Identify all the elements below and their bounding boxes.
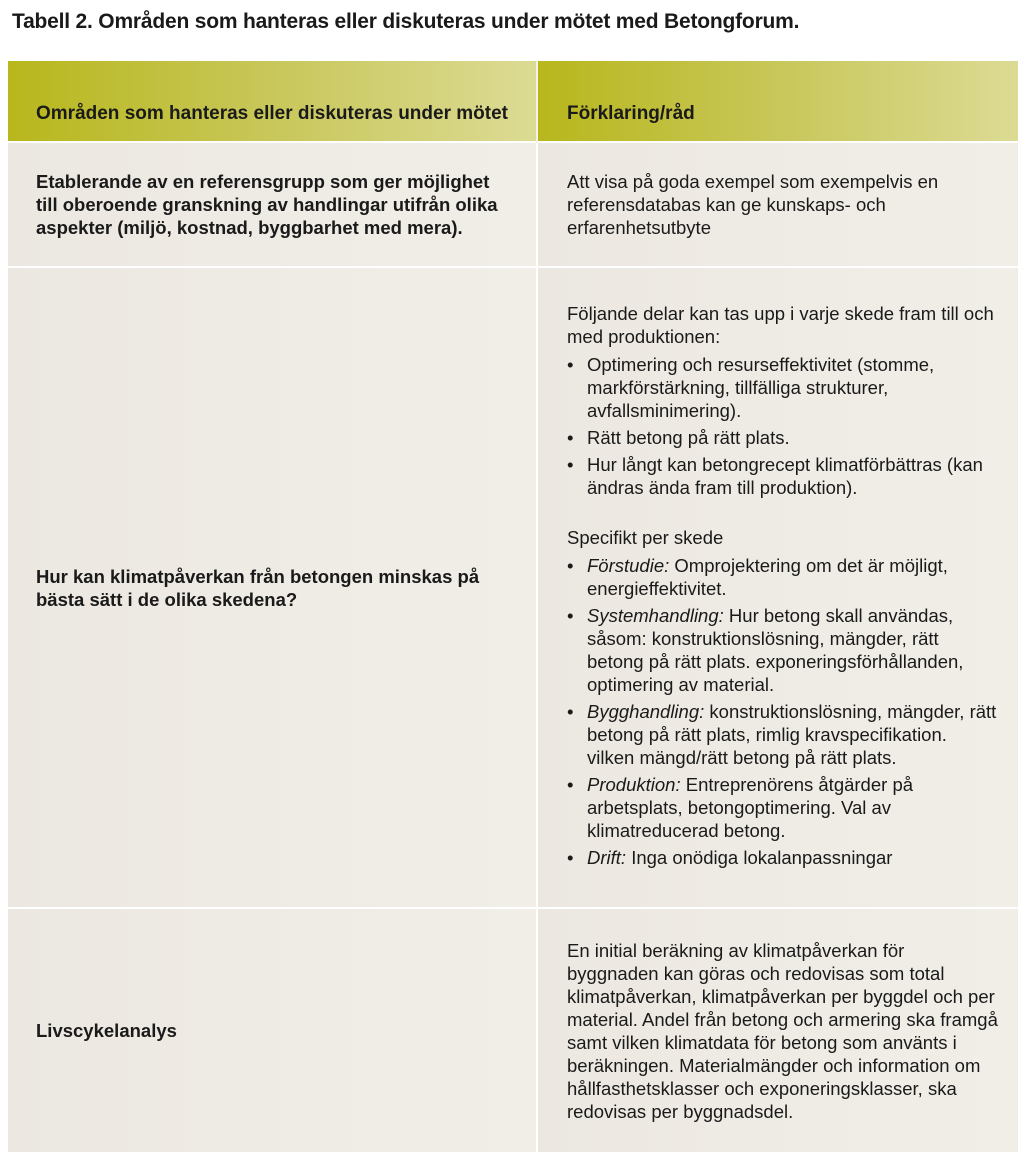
advice-cell: Att visa på goda exempel som exempelvis en referensdatabas kan ge kunskaps- och erfarenhetsutbyte <box>537 142 1018 267</box>
list-item <box>567 554 998 600</box>
stage-name: Bygghandling: <box>587 701 705 722</box>
area-cell: Livscykelanalys <box>8 908 537 1152</box>
stage-text: Entreprenörens åtgärder på arbetsplats, betongoptimering. Val av klimatreducerad betong. <box>587 774 914 841</box>
list-item <box>567 773 998 842</box>
list-item <box>567 846 998 869</box>
stage-name: Drift: <box>587 847 627 868</box>
stage-text: Omprojektering om det är möjligt, energieffektivitet. <box>587 555 948 599</box>
table-row <box>8 908 1018 1152</box>
per-stage-heading: Specifikt per skede <box>567 527 724 548</box>
area-cell: Hur kan klimatpåverkan från betongen minskas på bästa sätt i de olika skedena? <box>8 267 537 908</box>
stage-list <box>567 554 998 869</box>
advice-cell <box>537 267 1018 908</box>
table-caption: Tabell 2. Områden som hanteras eller diskuteras under mötet med Betongforum. <box>12 10 800 33</box>
stage-name: Systemhandling: <box>587 605 724 626</box>
header-advice: Förklaring/råd <box>537 61 1018 142</box>
list-item: • Optimering och resurseffektivitet (stomme, markförstärkning, tillfälliga strukturer, avfallsminimering). <box>567 353 998 422</box>
table-row <box>8 142 1018 267</box>
list-item <box>567 700 998 769</box>
areas-table <box>8 61 1018 1152</box>
list-item: • Hur långt kan betongrecept klimatförbättras (kan ändras ända fram till produktion). <box>567 453 998 499</box>
table-row <box>8 267 1018 908</box>
stage-text: Inga onödiga lokalanpassningar <box>626 847 893 868</box>
advice-intro: Följande delar kan tas upp i varje skede fram till och med produktionen: <box>567 303 994 347</box>
stage-name: Förstudie: <box>587 555 670 576</box>
list-item <box>567 604 998 696</box>
stage-text: konstruktionslösning, mängder, rätt betong på rätt plats, rimlig kravspecifikation. vilken mängd/rätt betong på rätt plats. <box>587 701 997 768</box>
advice-cell: En initial beräkning av klimatpåverkan för byggnaden kan göras och redovisas som total klimatpåverkan, klimatpåverkan per byggdel och per material. Andel från betong och armering ska framgå samt vilken klimatdata för betong som använts i beräkningen. Materialmängder och information om hållfasthetsklasser och exponeringsklasser, ska redovisas per byggnadsdel. <box>537 908 1018 1152</box>
header-areas: Områden som hanteras eller diskuteras under mötet <box>8 61 537 142</box>
stage-text: Hur betong skall användas, såsom: konstruktionslösning, mängder, rätt betong på rätt plats. exponeringsförhållanden, optimering av material. <box>587 605 964 695</box>
stage-name: Produktion: <box>587 774 681 795</box>
table-header-row <box>8 61 1018 142</box>
area-cell: Etablerande av en referensgrupp som ger möjlighet till oberoende granskning av handlingar utifrån olika aspekter (miljö, kostnad, byggbarhet med mera). <box>8 142 537 267</box>
list-item: • Rätt betong på rätt plats. <box>567 426 998 449</box>
advice-bullet-list <box>567 353 998 499</box>
